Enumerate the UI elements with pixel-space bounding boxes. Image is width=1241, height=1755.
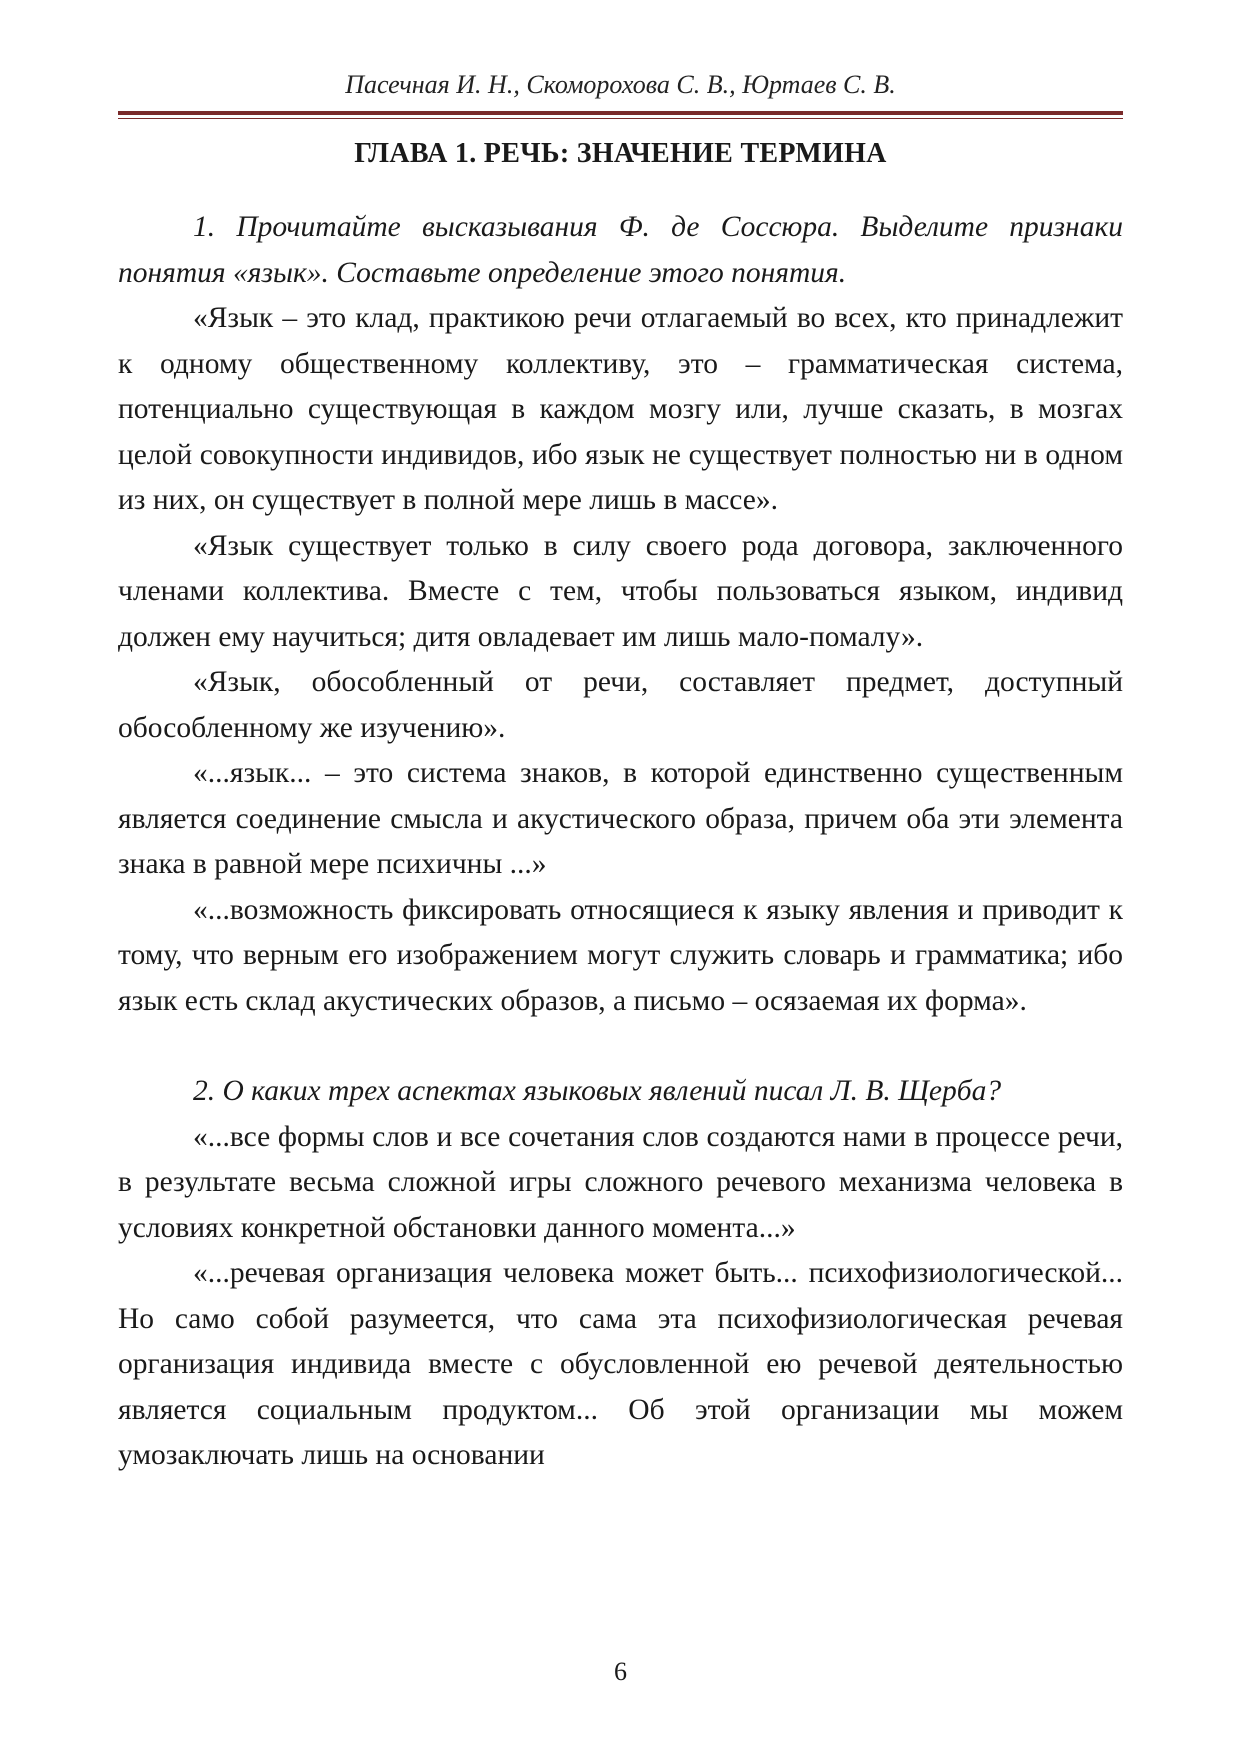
running-header: Пасечная И. Н., Скоморохова С. В., Юртаев С. В. [345, 70, 896, 99]
quote-paragraph: «Язык – это клад, практикою речи отлагаемый во всех, кто принадлежит к одному общественному коллективу, это – грамматическая система, потенциально существующая в каждом мозгу или, лучше сказать, в мозгах целой совокупности индивидов, ибо язык не существует полностью ни в одном из них, он существует в полной мере лишь в массе». [118, 302, 1123, 516]
body-text [118, 205, 1123, 1479]
quote-paragraph: «...речевая организация человека может быть... психофизиологической... Но само собой разумеется, что сама эта психофизиологическая речевая организация индивида вместе с обусловленной ею речевой деятельностью является социальным продуктом... Об этой организации мы можем умозаключать лишь на основании [118, 1257, 1123, 1471]
page-number: 6 [614, 1657, 627, 1686]
task-2-prompt: 2. О каких трех аспектах языковых явлений писал Л. В. Щерба? [193, 1075, 1002, 1107]
header-rule-thick [118, 111, 1123, 115]
section-spacer [118, 1024, 1123, 1069]
header-rule-thin [118, 118, 1123, 119]
quote-paragraph: «...все формы слов и все сочетания слов создаются нами в процессе речи, в результате весьма сложной игры сложного речевого механизма человека в условиях конкретной обстановки данного момента...» [118, 1120, 1123, 1244]
chapter-title: ГЛАВА 1. РЕЧЬ: ЗНАЧЕНИЕ ТЕРМИНА [354, 138, 887, 169]
header-rule [118, 111, 1123, 119]
quote-paragraph: «...возможность фиксировать относящиеся к языку явления и приводит к тому, что верным его изображением могут служить словарь и грамматика; ибо язык есть склад акустических образов, а письмо – осязаемая их форма». [118, 893, 1123, 1017]
quote-paragraph: «...язык... – это система знаков, в которой единственно существенным является соединение смысла и акустического образа, причем оба эти элемента знака в равной мере психичны ...» [118, 757, 1123, 880]
task-1-prompt: 1. Прочитайте высказывания Ф. де Соссюра. Выделите признаки понятия «язык». Составьте определение этого понятия. [118, 211, 1123, 289]
quote-paragraph: «Язык существует только в силу своего рода договора, заключенного членами коллектива. Вместе с тем, чтобы пользоваться языком, индивид должен ему научиться; дитя овладевает им лишь мало-помалу». [118, 529, 1123, 653]
quote-paragraph: «Язык, обособленный от речи, составляет предмет, доступный обособленному же изучению». [118, 666, 1123, 744]
